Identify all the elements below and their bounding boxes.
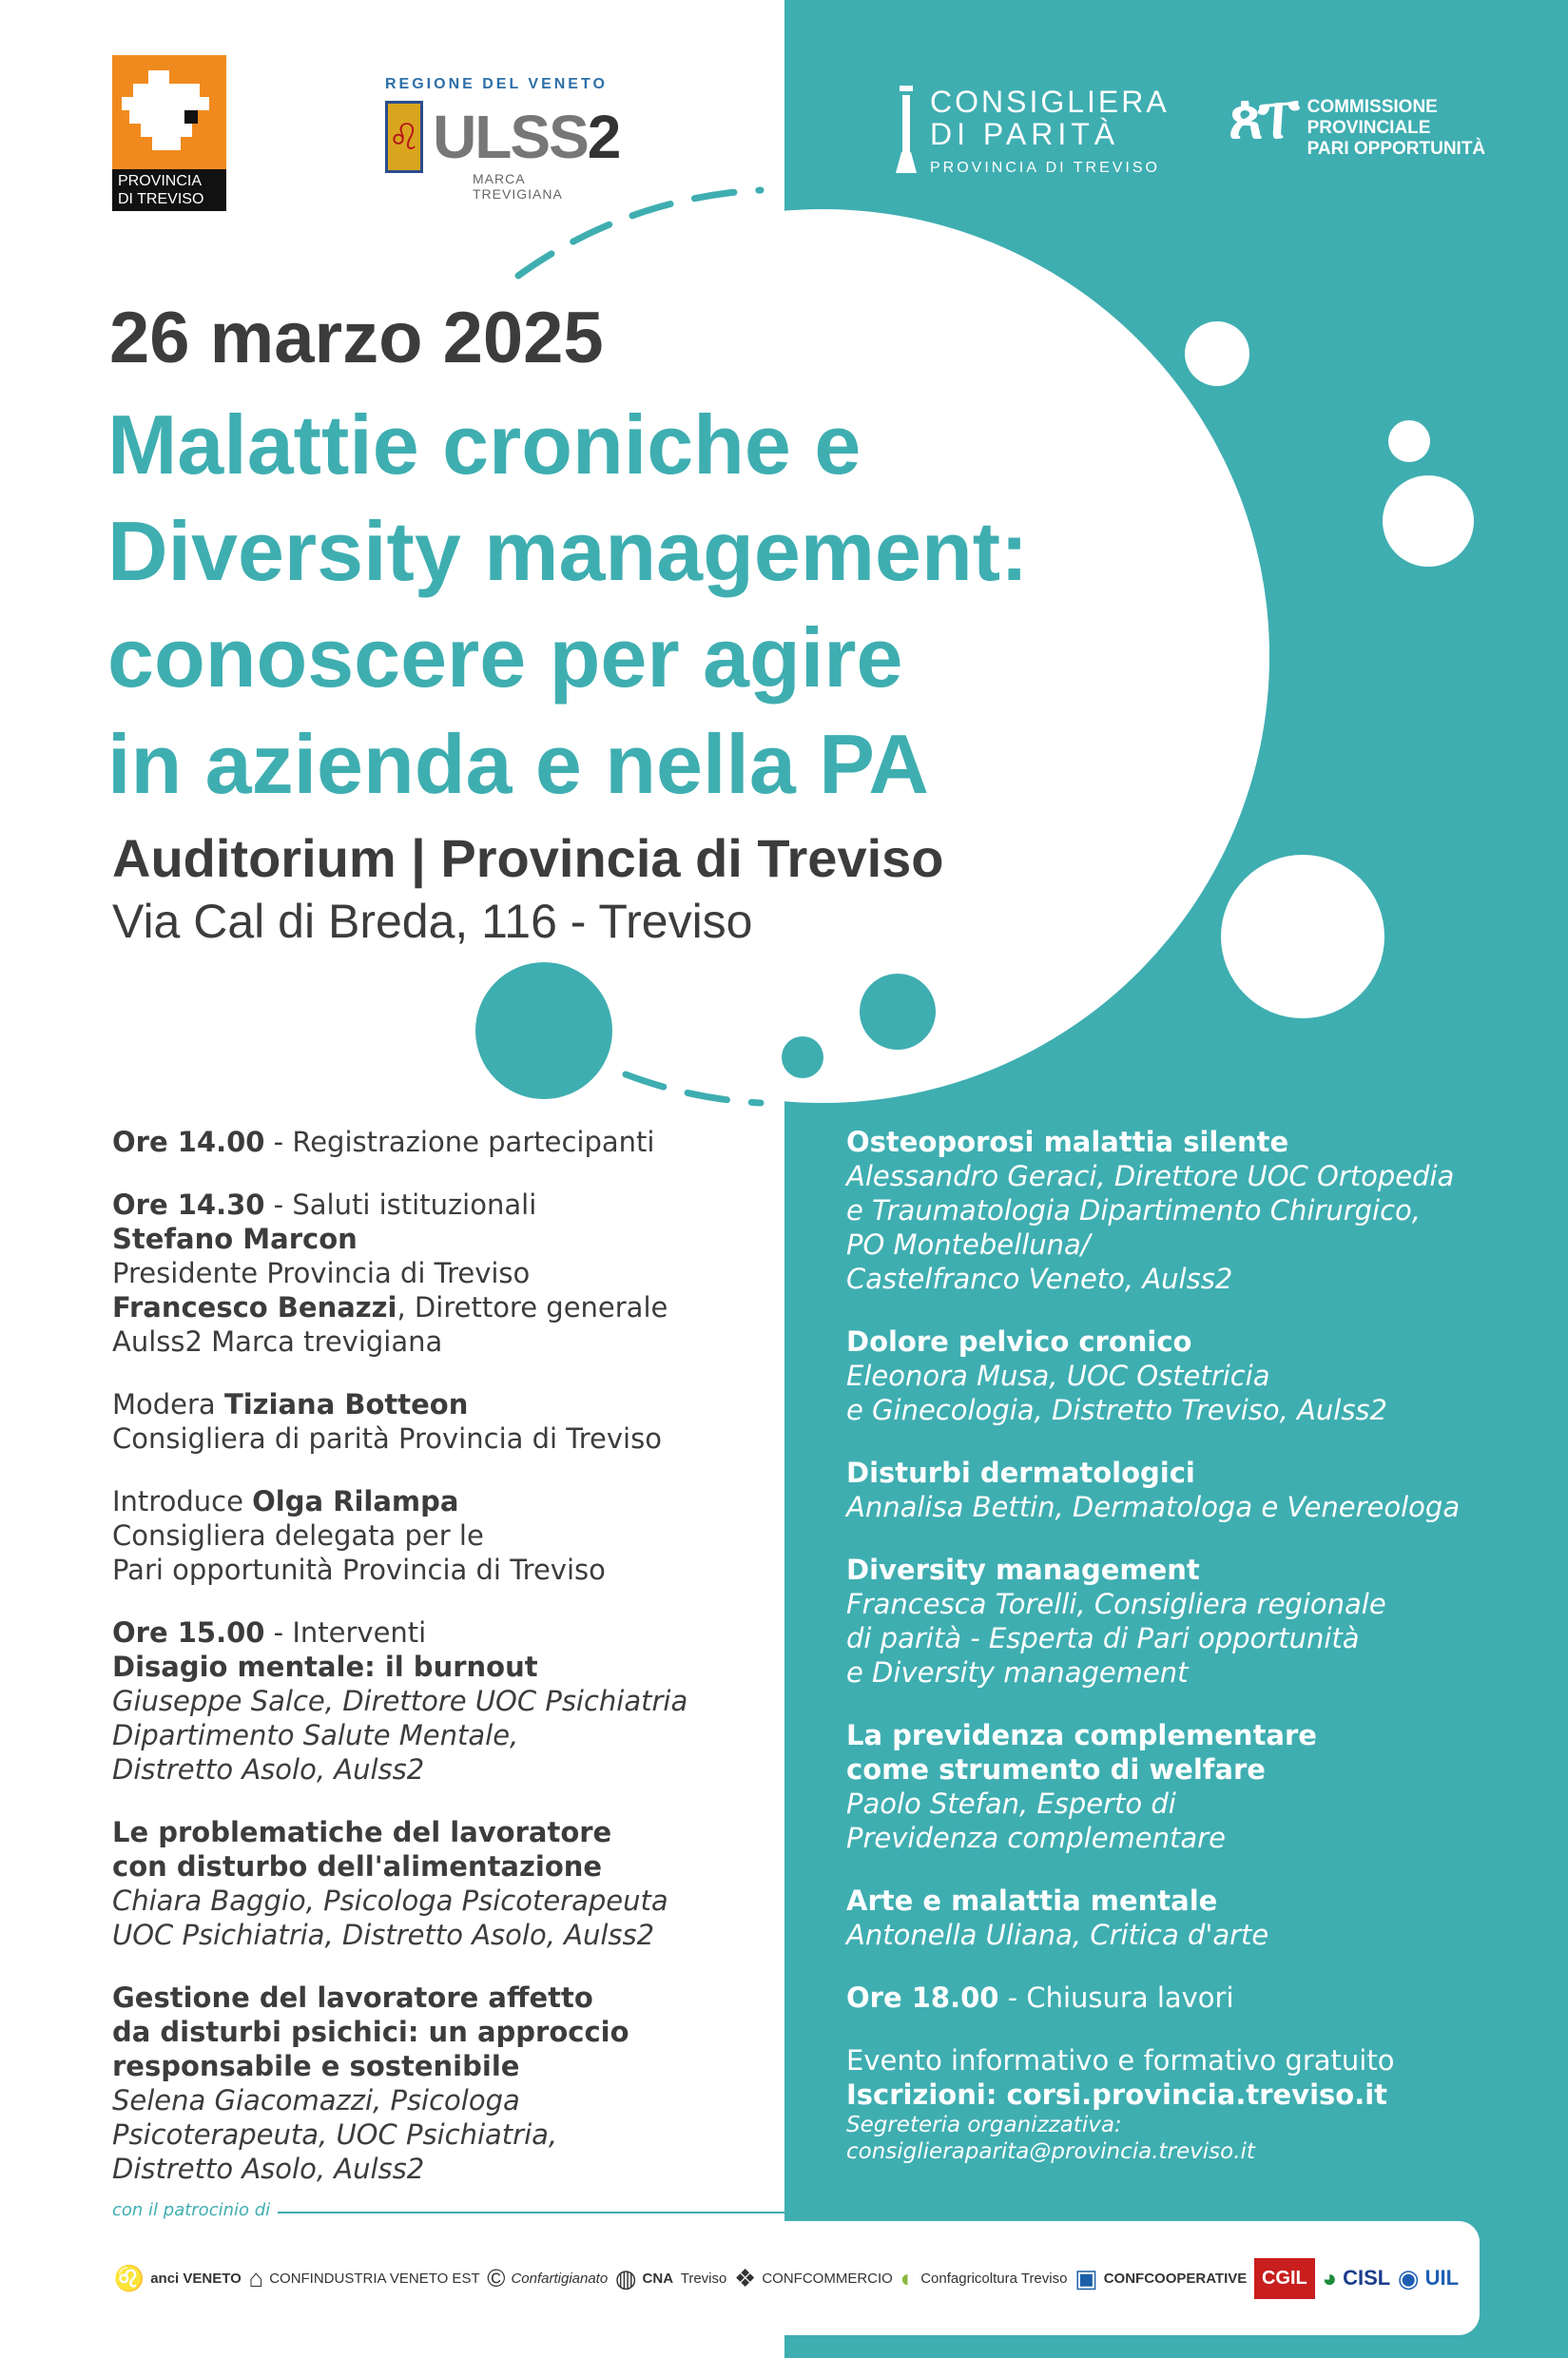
coop-icon: ▣ [1074,2263,1098,2292]
program-item-diversity: Diversity management Francesca Torelli, Consigliera regionale di parità - Esperta di Pari opportunità e Diversity management [846,1554,1386,1689]
bubble-large [1221,855,1384,1018]
c-icon: © [487,2263,506,2292]
program-item-moderator: Modera Tiziana Botteon Consigliera di parità Provincia di Treviso [112,1388,662,1455]
program-item-greetings: Ore 14.30 - Saluti istituzionali Stefano Marcon Presidente Provincia di Treviso Francesco Benazzi, Direttore generale Aulss2 Marca trevigiana [112,1189,668,1358]
commissione-logo: ጰፐ COMMISSIONE PROVINCIALE PARI OPPORTUNITÀ [1229,86,1486,159]
sponsor-bar [93,2221,1480,2335]
sponsor-confindustria: ⌂ CONFINDUSTRIA VENETO EST [248,2263,480,2292]
patronage-label: con il patrocinio di [112,2200,271,2220]
secretariat-email[interactable]: consiglieraparita@provincia.treviso.it [846,2139,1255,2164]
lion-icon: ♌ [113,2263,145,2292]
sponsor-uil: ◉ UIL [1397,2263,1460,2292]
event-title: Malattie croniche e Diversity management: conoscere per agire in azienda e nella PA [107,397,1029,811]
sponsor-confagricoltura: ◐ Confagricoltura Treviso [900,2263,1068,2292]
ulss-region: REGIONE DEL VENETO [385,76,608,92]
ulss-logo [385,76,618,202]
event-address: Via Cal di Breda, 116 - Treviso [112,895,753,948]
provincia-mark-icon [112,55,226,169]
consigliera-logo: CONSIGLIERA DI PARITÀ PROVINCIA DI TREVISO [894,86,1170,177]
patronage-divider [278,2212,1457,2213]
program-item-eating-disorder: Le problematiche del lavoratore con disturbo dell'alimentazione Chiara Baggio, Psicologa Psicoterapeuta UOC Psichiatria, Distretto Asolo, Aulss2 [112,1816,668,1951]
sponsor-cna-treviso: Treviso [680,2270,727,2287]
registration-link[interactable]: Iscrizioni: corsi.provincia.treviso.it [846,2078,1388,2111]
cisl-icon: ◕ [1322,2263,1338,2292]
program-item-pension: La previdenza complementare come strumento di welfare Paolo Stefan, Esperto di Previdenza complementare [846,1719,1317,1854]
teal-bubble-large [475,962,612,1099]
bubble-small-1 [1185,321,1249,386]
program-item-dermatology: Disturbi dermatologici Annalisa Bettin, Dermatologa e Venereologa [846,1457,1461,1523]
event-date: 26 marzo 2025 [109,298,604,378]
bubble-small-2 [1388,420,1430,462]
program-item-osteoporosis: Osteoporosi malattia silente Alessandro Geraci, Direttore UOC Ortopedia e Traumatologia Dipartimento Chirurgico, PO Montebelluna/ Castelfranco Veneto, Aulss2 [846,1126,1455,1295]
provincia-logo [112,55,226,211]
sponsor-cgil: CGIL [1254,2258,1315,2299]
eagle-icon: ❖ [734,2263,757,2292]
pillar-icon [894,86,919,173]
program-item-registration: Ore 14.00 - Registrazione partecipanti [112,1126,655,1158]
sponsor-anci: ♌ anci VENETO [113,2263,242,2292]
teal-bubble-small [782,1036,823,1078]
program-item-art: Arte e malattia mentale Antonella Uliana, Critica d'arte [846,1884,1269,1951]
program-right-column [846,1125,1521,2165]
ulss-name: ULSS2 [433,103,620,171]
program-item-introduction: Introduce Olga Rilampa Consigliera delegata per le Pari opportunità Provincia di Treviso [112,1485,606,1586]
sponsor-confcooperative: ▣ CONFCOOPERATIVE [1074,2263,1248,2292]
program-item-pelvic-pain: Dolore pelvico cronico Eleonora Musa, UOC Ostetricia e Ginecologia, Distretto Treviso, Aulss2 [846,1325,1387,1426]
program-item-closing: Ore 18.00 - Chiusura lavori [846,1981,1234,2014]
provincia-logo-label: PROVINCIA DI TREVISO [112,169,226,211]
cna-icon: ◍ [614,2263,637,2292]
program-item-burnout: Ore 15.00 - Interventi Disagio mentale: il burnout Giuseppe Salce, Direttore UOC Psichiatria Dipartimento Salute Mentale, Distretto Asolo, Aulss2 [112,1616,688,1786]
sponsor-confartigianato: © Confartigianato [487,2263,609,2292]
uil-icon: ◉ [1397,2263,1420,2292]
program-left-column [112,1125,740,2214]
registration-info: Evento informativo e formativo gratuito Iscrizioni: corsi.provincia.treviso.it Segreteria organizzativa: consiglieraparita@provincia.treviso.it [846,2043,1521,2165]
bubble-medium [1383,475,1474,567]
event-venue: Auditorium | Provincia di Treviso [112,828,944,888]
teal-bubble-medium [860,974,936,1050]
sponsor-cisl: ◕ CISL [1322,2263,1391,2292]
sponsor-cna: ◍ CNA [614,2263,674,2292]
building-icon: ⌂ [248,2263,264,2292]
lion-shield-icon: ♌ [385,101,423,173]
program-item-psychic-disorders: Gestione del lavoratore affetto da disturbi psichici: un approccio responsabile e sostenibile Selena Giacomazzi, Psicologa Psicoterapeuta, UOC Psichiatria, Distretto Asolo, Aulss2 [112,1981,629,2185]
people-icon: ጰፐ [1229,86,1294,151]
ulss-sub: MARCA TREVIGIANA [473,171,563,202]
leaf-icon: ◐ [900,2263,916,2292]
sponsor-confcommercio: ❖ CONFCOMMERCIO [734,2263,893,2292]
